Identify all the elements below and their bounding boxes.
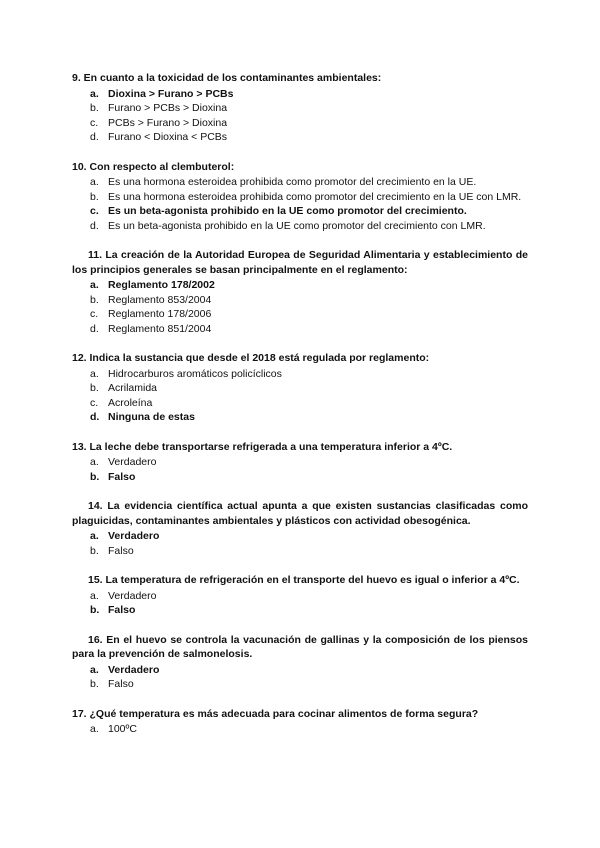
question-block [72, 499, 528, 558]
option-item [72, 322, 528, 337]
option-text: Es un beta-agonista prohibido en la UE como promotor del crecimiento con LMR. [108, 219, 486, 232]
option-letter: c. [90, 116, 99, 129]
question-block [72, 248, 528, 336]
option-text: Acroleína [108, 396, 153, 409]
option-text: Falso [108, 678, 134, 690]
option-letter: b. [90, 470, 100, 483]
option-letter: a. [90, 530, 99, 542]
option-item [72, 307, 528, 322]
option-item [72, 204, 528, 219]
option-list [72, 663, 528, 692]
option-letter: a. [90, 367, 99, 380]
option-item [72, 677, 528, 692]
option-list [72, 589, 528, 618]
option-list [72, 278, 528, 336]
option-text: Reglamento 851/2004 [108, 322, 212, 335]
option-text: Ninguna de estas [108, 411, 195, 423]
question-title: 12. Indica la sustancia que desde el 2018 está regulada por reglamento: [72, 352, 430, 364]
option-letter: a. [90, 723, 99, 735]
question-block [72, 351, 528, 425]
option-letter: b. [90, 102, 99, 114]
option-item [72, 190, 528, 205]
option-text: Furano < Dioxina < PCBs [108, 131, 228, 143]
option-letter: a. [90, 279, 99, 291]
option-text: Falso [108, 544, 134, 557]
question-title: 11. La creación de la Autoridad Europea de Seguridad Alimentaria y establecimiento de los principios generales se basan principalmente en el reglamento: [72, 249, 528, 276]
option-item [72, 544, 528, 559]
option-letter: a. [90, 87, 99, 100]
question-title: 15. La temperatura de refrigeración en el transporte del huevo es igual o inferior a 4ºC. [88, 574, 520, 586]
option-text: Acrilamida [108, 382, 158, 394]
option-item [72, 529, 528, 544]
option-letter: b. [90, 190, 99, 203]
option-item [72, 396, 528, 411]
option-item [72, 455, 528, 470]
option-item [72, 470, 528, 485]
option-text: Es un beta-agonista prohibido en la UE como promotor del crecimiento. [108, 205, 467, 217]
option-letter: d. [90, 131, 99, 143]
option-item [72, 278, 528, 293]
option-list [72, 367, 528, 425]
option-text: Hidrocarburos aromáticos policíclicos [108, 367, 282, 380]
option-list [72, 722, 528, 737]
option-text: Es una hormona esteroidea prohibida como promotor del crecimiento en la UE con LMR. [108, 190, 522, 203]
option-text: PCBs > Furano > Dioxina [108, 116, 228, 129]
option-text: Reglamento 178/2002 [108, 279, 215, 291]
question-block [72, 440, 528, 485]
option-letter: d. [90, 322, 99, 335]
option-letter: c. [90, 396, 99, 409]
option-text: Verdadero [108, 663, 160, 676]
question-title: 10. Con respecto al clembuterol: [72, 160, 235, 173]
option-letter: a. [90, 456, 99, 468]
option-letter: c. [90, 205, 99, 217]
option-item [72, 603, 528, 618]
question-block [72, 71, 528, 145]
option-item [72, 663, 528, 678]
option-text: Es una hormona esteroidea prohibida como promotor del crecimiento en la UE. [108, 176, 477, 188]
option-text: Reglamento 178/2006 [108, 308, 212, 320]
question-title: 17. ¿Qué temperatura es más adecuada para cocinar alimentos de forma segura? [72, 707, 479, 720]
option-item [72, 175, 528, 190]
option-text: Verdadero [108, 456, 157, 468]
option-item [72, 87, 528, 102]
option-list [72, 87, 528, 145]
option-text: Falso [108, 470, 136, 483]
option-text: Verdadero [108, 589, 157, 602]
option-letter: a. [90, 589, 99, 602]
option-letter: d. [90, 411, 100, 423]
option-letter: b. [90, 544, 99, 557]
question-block [72, 633, 528, 692]
option-item [72, 410, 528, 425]
option-letter: b. [90, 382, 99, 394]
question-block [72, 707, 528, 737]
option-text: Falso [108, 604, 136, 616]
option-item [72, 722, 528, 737]
option-list [72, 455, 528, 484]
option-item [72, 381, 528, 396]
option-list [72, 529, 528, 558]
option-letter: b. [90, 678, 99, 690]
option-letter: d. [90, 219, 99, 232]
option-item [72, 101, 528, 116]
option-item [72, 130, 528, 145]
option-letter: b. [90, 604, 100, 616]
question-title: 16. En el huevo se controla la vacunación de gallinas y la composición de los piensos para la prevención de salmonelosis. [72, 633, 528, 660]
question-block [72, 160, 528, 234]
question-block [72, 573, 528, 618]
option-letter: c. [90, 308, 99, 320]
option-item [72, 367, 528, 382]
option-item [72, 116, 528, 131]
option-text: Furano > PCBs > Dioxina [108, 102, 228, 114]
option-letter: a. [90, 176, 99, 188]
option-text: Dioxina > Furano > PCBs [108, 87, 234, 100]
option-item [72, 293, 528, 308]
question-title: 13. La leche debe transportarse refrigerada a una temperatura inferior a 4ºC. [72, 440, 453, 453]
option-text: 100ºC [108, 723, 137, 735]
option-text: Reglamento 853/2004 [108, 293, 212, 306]
option-letter: b. [90, 293, 99, 306]
option-text: Verdadero [108, 530, 160, 542]
option-list [72, 175, 528, 233]
option-letter: a. [90, 663, 99, 676]
question-list [72, 71, 528, 752]
option-item [72, 589, 528, 604]
question-title: 14. La evidencia científica actual apunta a que existen sustancias clasificadas como plaguicidas, contaminantes ambientales y plásticos con actividad obesogénica. [72, 500, 528, 527]
question-title: 9. En cuanto a la toxicidad de los contaminantes ambientales: [72, 72, 382, 84]
option-item [72, 219, 528, 234]
